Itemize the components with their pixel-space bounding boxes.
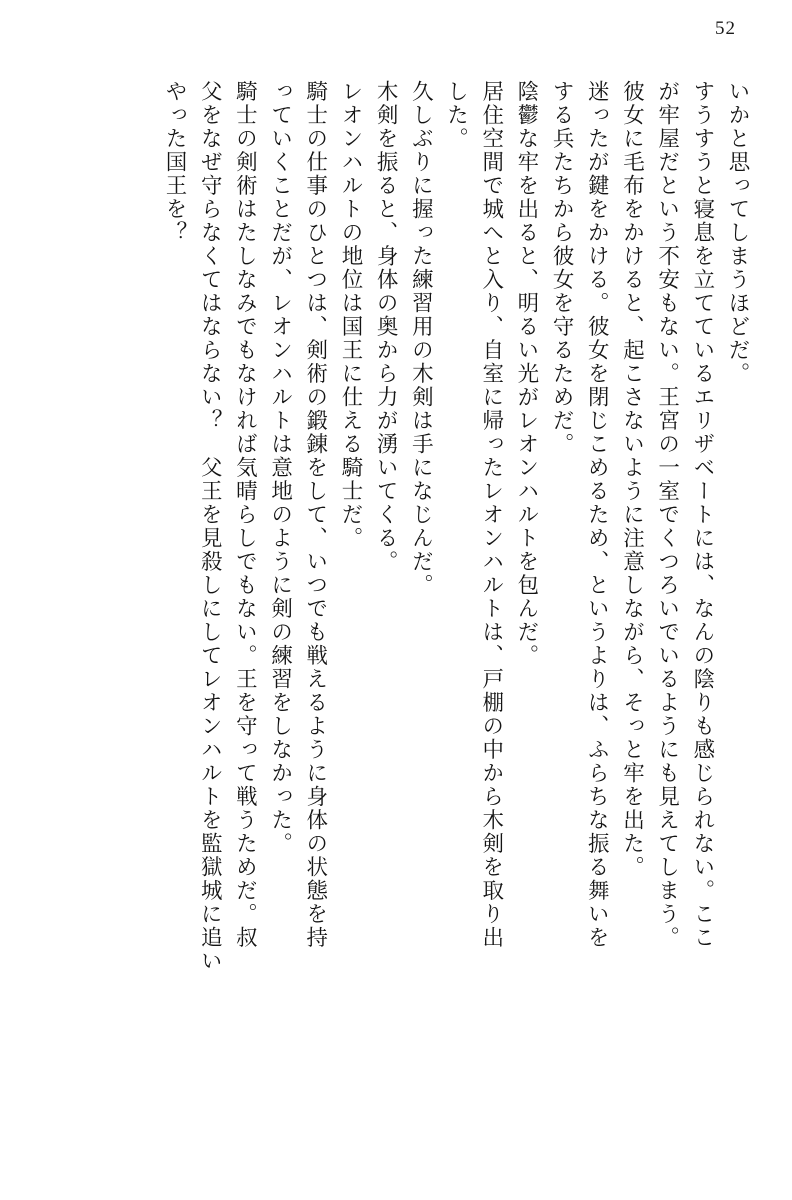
text-column: 迷ったが鍵をかける。彼女を閉じこめるため、というよりは、ふらちな振る舞いを: [585, 80, 610, 950]
page-number: 52: [715, 18, 736, 39]
text-column: やった国王を？: [163, 80, 187, 245]
text-column: すうすうと寝息を立てているエリザベートには、なんの陰りも感じられない。ここ: [690, 80, 715, 950]
text-column: 彼女に毛布をかけると、起こさないように注意しながら、そっと牢を出た。: [620, 80, 645, 879]
text-column: 木剣を振ると、身体の奥から力が湧いてくる。: [374, 80, 399, 574]
text-column: 騎士の剣術はたしなみでもなければ気晴らしでもない。王を守って戦うためだ。叔: [233, 80, 258, 950]
body-text: [48, 80, 748, 1158]
text-column: 居住空間で城へと入り、自室に帰ったレオンハルトは、戸棚の中から木剣を取り出: [479, 80, 504, 950]
text-column: 騎士の仕事のひとつは、剣術の鍛錬をして、いつでも戦えるように身体の状態を持: [303, 80, 328, 950]
text-column: した。: [444, 80, 469, 151]
text-column: 陰鬱な牢を出ると、明るい光がレオンハルトを包んだ。: [514, 80, 539, 668]
text-column: が牢屋だという不安もない。王宮の一室でくつろいでいるようにも見えてしまう。: [655, 80, 680, 950]
text-column: 久しぶりに握った練習用の木剣は手になじんだ。: [409, 80, 434, 597]
text-column: する兵たちから彼女を守るためだ。: [550, 80, 575, 456]
text-column: っていくことだが、レオンハルトは意地のように剣の練習をしなかった。: [268, 80, 293, 856]
text-column: 父をなぜ守らなくてはならない？ 父王を見殺しにしてレオンハルトを監獄城に追い: [198, 80, 223, 973]
text-column: いかと思ってしまうほどだ。: [726, 80, 750, 386]
text-column: レオンハルトの地位は国王に仕える騎士だ。: [338, 80, 363, 550]
